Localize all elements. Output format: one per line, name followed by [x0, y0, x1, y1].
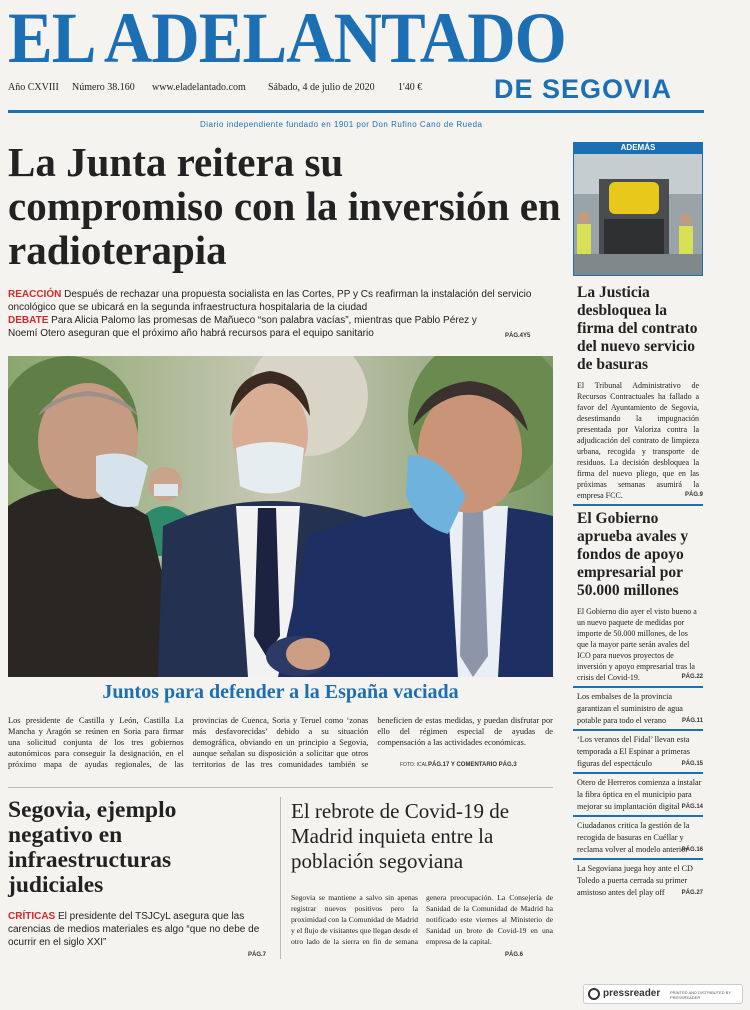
- kicker-debate: DEBATE: [8, 315, 49, 326]
- sidebar-item-5[interactable]: La Segoviana juega hoy ante el CD Toledo a puerta cerrada su primer amistoso antes del play off: [577, 864, 693, 897]
- sidebar-photo[interactable]: [573, 154, 703, 276]
- issue-number: Número 38.160: [72, 82, 135, 93]
- sidebar-item-5-page: PÁG.27: [681, 890, 703, 896]
- website[interactable]: www.eladelantado.com: [152, 82, 246, 93]
- pressreader-badge[interactable]: [583, 984, 743, 1004]
- sidebar-item-1[interactable]: Los embalses de la provincia garantizan el suministro de agua potable para todo el verano: [577, 692, 683, 725]
- sidebar-story1-page: PÁG.9: [684, 492, 703, 498]
- pressreader-logo-icon: [588, 988, 600, 1000]
- sidebar-divider-2: [573, 686, 703, 688]
- story2-headline[interactable]: Segovia, ejemplo negativo en infraestructuras judiciales: [8, 797, 177, 898]
- photo-credit: FOTO: ICAL: [400, 762, 428, 768]
- main-photo[interactable]: [8, 356, 553, 677]
- main-lead-2: [8, 314, 508, 340]
- main-headline[interactable]: La Junta reitera su compromiso con la inversión en radioterapia: [8, 139, 561, 273]
- photo-illustration: [8, 356, 553, 677]
- column-divider: [280, 797, 281, 959]
- photo-story-body: Los presidente de Castilla y León, Castilla La Mancha y Aragón se reúnen en Soria para firmar una solicitud conjunta de los tres gobiernos autonómicos para conseguir la designación, en el próximo mapa de ayudas regionales, de las provincias de Cuenca, Soria y Teruel como ‘zonas más desfavorecidas’ debido a su situación demográfica, obviando en un principio a Segovia, aunque señalan su disposición a solicitar que otros territorios de las tres comunidades también se beneficien de estas medidas, y puedan disfrutar por ello del régimen especial de ayudas de compensación a las actividades económicas.: [8, 716, 553, 769]
- tagline: Diario independiente fundado en 1901 por Don Rufino Cano de Rueda: [200, 120, 483, 129]
- story2-lead-text: El presidente del TSJCyL asegura que las carencias de medios materiales es algo “que no debe de ocurrir en el siglo XXI”: [8, 911, 260, 948]
- garbage-truck-illustration: [574, 154, 703, 276]
- main-page-ref: PÁG.4Y5: [505, 333, 531, 339]
- sidebar-story2-page: PÁG.22: [681, 674, 703, 680]
- sidebar-divider-5: [573, 815, 703, 817]
- sidebar-story2-body: El Gobierno dio ayer el visto bueno a un nuevo paquete de medidas por importe de 50.000 millones, de los que la mayor parte serán avales del ICO para nuevos proyectos de inversión y apoyo empresarial tras la crisis del Covid-19.: [577, 607, 697, 682]
- sidebar-item-3[interactable]: Otero de Herreros comienza a instalar la fibra óptica en el municipio para mejorar su implantación digital: [577, 778, 702, 811]
- story3-headline[interactable]: El rebrote de Covid-19 de Madrid inquieta entre la población segoviana: [291, 799, 510, 873]
- sidebar-divider-4: [573, 772, 703, 774]
- masthead-subtitle: DE SEGOVIA: [494, 74, 673, 104]
- year: Año CXVIII: [8, 82, 59, 93]
- sidebar-item-1-page: PÁG.11: [681, 718, 703, 724]
- pressreader-note: PRINTED AND DISTRIBUTED BY PRESSREADER: [670, 990, 732, 1000]
- sidebar-item-3-page: PÁG.14: [681, 804, 703, 810]
- date: Sábado, 4 de julio de 2020: [268, 82, 375, 93]
- pressreader-brand: pressreader: [603, 988, 661, 999]
- kicker-criticas: CRÍTICAS: [8, 911, 56, 922]
- section-divider: [8, 787, 553, 788]
- sidebar-story2-headline[interactable]: El Gobierno aprueba avales y fondos de apoyo empresarial por 50.000 millones: [577, 510, 689, 599]
- story2-lead: [8, 910, 270, 949]
- sidebar-story1-body: El Tribunal Administrativo de Recursos Contractuales ha fallado a favor del Ayuntamiento de Segovia, desestimando la impugnación presentada por Valoriza contra la adjudicación del contrato de limpieza urbana, recogida y transporte de residuos. La decisión desbloquea la firma del nuevo pliego, que en las próximas semanas asumirá la empresa FCC.: [577, 381, 699, 500]
- photo-caption[interactable]: Juntos para defender a la España vaciada: [102, 681, 459, 703]
- story3-page-ref: PÁG.6: [505, 952, 524, 958]
- sidebar-item-2-page: PÁG.15: [681, 761, 703, 767]
- lead-1-text: Después de rechazar una propuesta socialista en las Cortes, PP y Cs reafirman la instalación del servicio oncológico que se ubicará en la segunda infraestructura hospitalaria de la ciudad: [8, 289, 532, 313]
- sidebar-item-4-page: PÁG.16: [681, 847, 703, 853]
- sidebar: [573, 142, 703, 896]
- lead-2-text: Para Alicia Palomo las promesas de Mañueco “son palabra vacías”, mientras que Pablo Pérez y Noemí Otero aseguran que el próximo año habrá recursos para el equipo sanitario: [8, 315, 477, 339]
- photo-page-ref: PÁG.17 Y COMENTARIO PÁG.3: [428, 762, 517, 768]
- sidebar-divider-6: [573, 858, 703, 860]
- sidebar-item-2[interactable]: ‘Los veranos del Fidal’ llevan esta temporada a El Espinar a primeras figuras del espectáculo: [577, 735, 690, 768]
- sidebar-divider-3: [573, 729, 703, 731]
- kicker-reaccion: REACCIÓN: [8, 289, 62, 300]
- sidebar-story1-headline[interactable]: La Justicia desbloquea la firma del contrato del nuevo servicio de basuras: [577, 284, 698, 373]
- price: 1'40 €: [398, 82, 423, 93]
- story2-page-ref: PÁG.7: [248, 952, 267, 958]
- main-lead-1: [8, 288, 538, 314]
- sidebar-label: ADEMÁS: [573, 142, 703, 154]
- sidebar-divider-1: [573, 504, 703, 506]
- story3-body: Segovia se mantiene a salvo sin apenas registrar nuevos positivos pero la proximidad con la Comunidad de Madrid y el flujo de visitantes que llegan desde el otro lado de la sierra en fin de semana genera preocupación. La Consejería de Sanidad de la Comunidad de Madrid ha notificado este viernes al Ministerio de Sanidad un brote de Covid-19 en una empresa de la capital.: [291, 893, 553, 946]
- masthead-title: EL ADELANTADO: [8, 0, 566, 78]
- masthead-rule: [8, 110, 704, 113]
- sidebar-item-4[interactable]: Ciudadanos critica la gestión de la recogida de basuras en Cuéllar y reclama volver al modelo anterior: [577, 821, 690, 854]
